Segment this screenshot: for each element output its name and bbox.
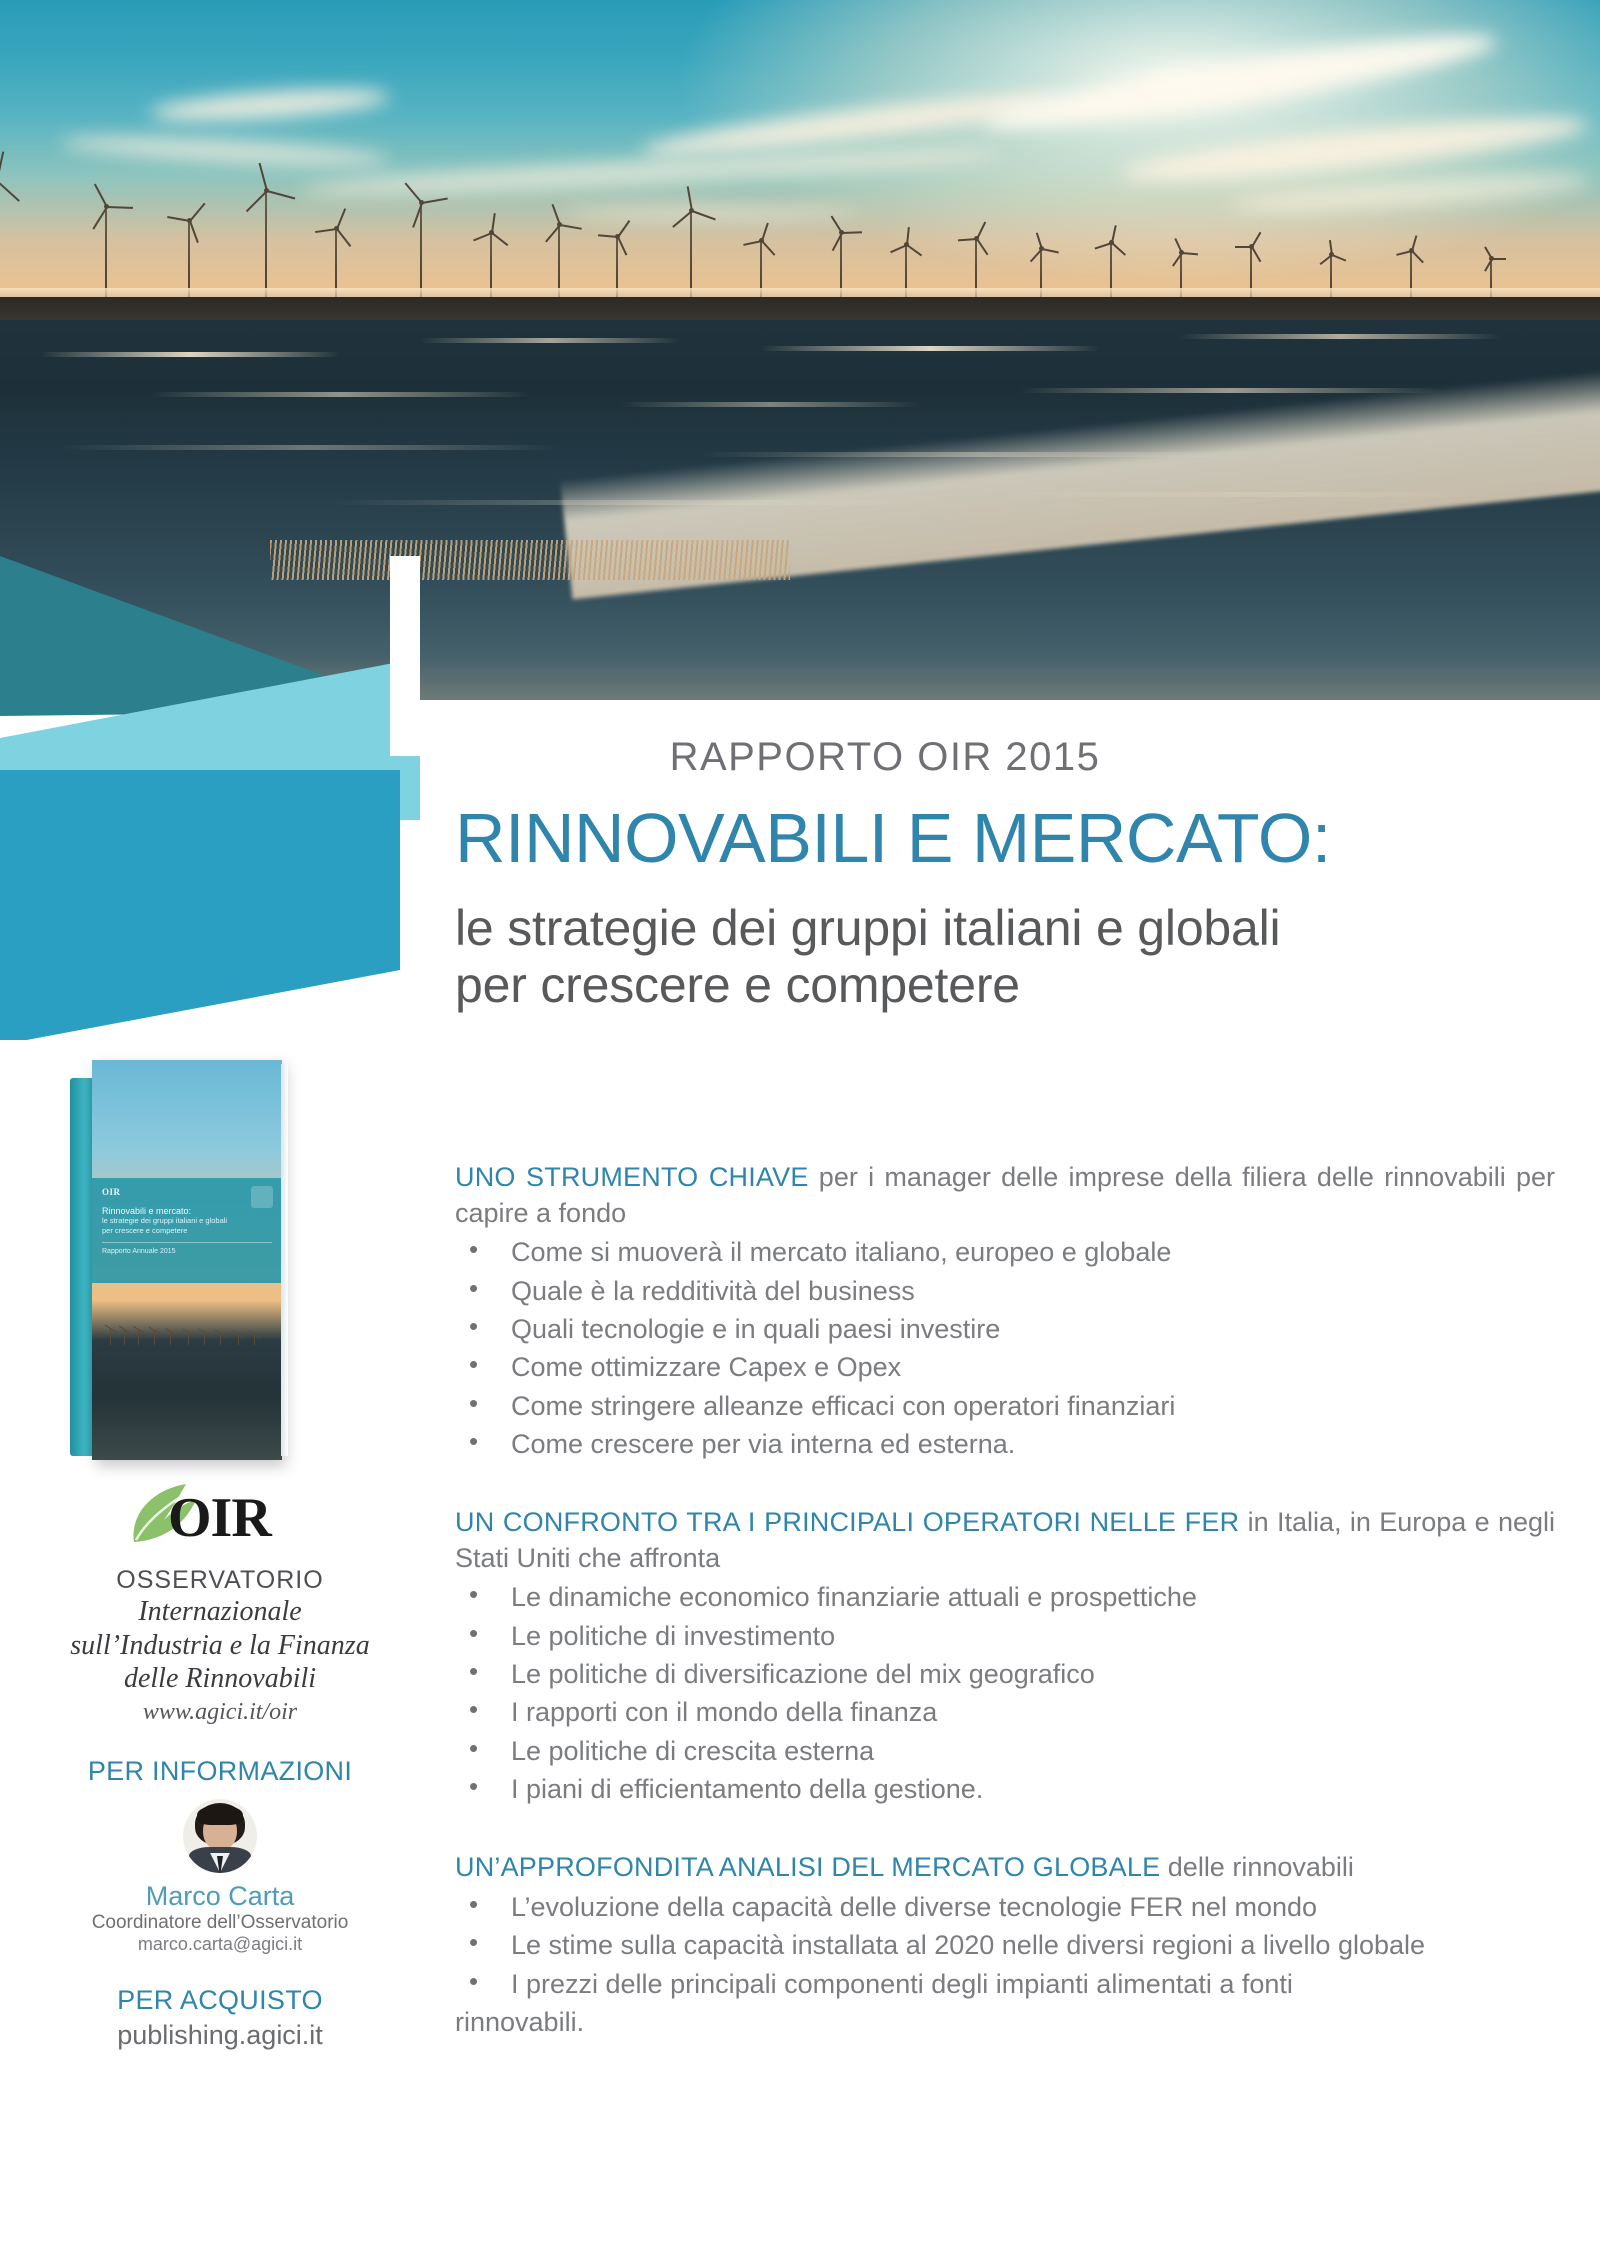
section-lead: [455, 1505, 1555, 1576]
book-cover-turbine-blade: [233, 1330, 245, 1338]
list-item: • Quale è la redditività del business: [455, 1272, 1555, 1310]
section-unapprofondita-analisi: [455, 1850, 1555, 2041]
book-emblem-icon: [251, 1186, 273, 1208]
decorative-wedge-mid-blue: [0, 770, 400, 1040]
turbine-hub: [104, 204, 109, 209]
section-bullet-list: [455, 1233, 1555, 1463]
sidebar: [0, 1040, 440, 2051]
turbine-hub: [264, 188, 269, 193]
org-label-industria-finanza: sull’Industria e la Finanza: [70, 1629, 370, 1661]
book-cover-turbine-icon: [124, 1330, 125, 1345]
book-cover-turbine-blade: [133, 1326, 145, 1334]
section-lead-text: in Italia, in Europa e negli Stati Uniti che affronta: [455, 1507, 1555, 1573]
turbine-mast: [265, 191, 267, 299]
turbine-hub: [689, 208, 694, 213]
turbine-mast: [420, 203, 422, 299]
book-page-edge: [281, 1064, 288, 1456]
turbine-hub: [904, 242, 909, 247]
book-cover-turbine-icon: [238, 1335, 239, 1345]
water-glint: [760, 346, 1100, 351]
water-glint: [1180, 334, 1500, 339]
section-lead-text: per i manager delle imprese della filiera delle rinnovabili per capire a fondo: [455, 1162, 1555, 1228]
page-subtitle-line-1: le strategie dei gruppi italiani e globali: [455, 899, 1281, 956]
book-cover-turbine-icon: [138, 1330, 139, 1345]
book-cover-turbine-blade: [249, 1331, 261, 1339]
book-logo: OIR: [102, 1187, 121, 1197]
list-item: • Quali tecnologie e in quali paesi investire: [455, 1310, 1555, 1348]
purchase-website-link[interactable]: publishing.agici.it: [117, 2019, 323, 2050]
water-glint: [40, 352, 340, 357]
list-item: • I prezzi delle principali componenti degli impianti alimentati a fonti: [455, 1965, 1555, 2003]
book-cover-mockup: [70, 1060, 370, 1460]
shore-grass: [270, 540, 790, 580]
turbine-hub: [557, 222, 562, 227]
contact-name: Marco Carta: [145, 1880, 295, 1911]
hero-photo-wind-farm: [0, 0, 1600, 700]
section-un-confronto: [455, 1505, 1555, 1808]
turbine-hub: [187, 218, 192, 223]
avatar: [183, 1799, 257, 1873]
book-cover-turbine-blade: [105, 1325, 117, 1333]
turbine-hub: [1179, 250, 1184, 255]
book-cover-turbine-blade: [165, 1327, 177, 1335]
book-cover-turbine-icon: [220, 1334, 221, 1345]
book-cover-turbine-icon: [170, 1332, 171, 1345]
section-lead: [455, 1160, 1555, 1231]
book-cover-turbine-icon: [204, 1333, 205, 1345]
book-edition: Rapporto Annuale 2015: [102, 1242, 272, 1255]
section-trailing-line: rinnovabili.: [455, 2007, 585, 2038]
turbine-hub: [1489, 256, 1494, 261]
list-item: • Come ottimizzare Capex e Opex: [455, 1348, 1555, 1386]
org-label-internazionale: Internazionale: [138, 1596, 302, 1627]
turbine-mast: [105, 207, 107, 299]
purchase-heading: PER ACQUISTO: [117, 1984, 323, 2015]
list-item: • I rapporti con il mondo della finanza: [455, 1693, 1555, 1731]
turbine-hub: [489, 230, 494, 235]
book-cover-turbine-icon: [110, 1329, 111, 1345]
book-cover-turbine-blade: [149, 1327, 161, 1335]
poster-header: [455, 735, 1555, 1014]
water-glint: [150, 392, 530, 397]
section-bullet-list: [455, 1578, 1555, 1808]
book-cover-turbine-blade: [183, 1328, 195, 1336]
book-subtitle-line-2: per crescere e competere: [102, 1225, 188, 1235]
oir-logo: [120, 1478, 320, 1556]
section-emphasis: UN’APPROFONDITA ANALISI DEL MERCATO GLOBALE: [455, 1852, 1161, 1883]
water-glint: [420, 338, 680, 343]
report-kicker: RAPPORTO OIR 2015: [669, 735, 1101, 779]
book-title: Rinnovabili e mercato:: [102, 1206, 192, 1216]
list-item: • Le politiche di diversificazione del mix geografico: [455, 1655, 1555, 1693]
list-item: • L’evoluzione della capacità delle diverse tecnologie FER nel mondo: [455, 1888, 1555, 1926]
org-label-rinnovabili: delle Rinnovabili: [123, 1663, 317, 1695]
section-lead: [455, 1850, 1555, 1886]
oir-wordmark: OIR: [168, 1487, 271, 1549]
list-item: • Come stringere alleanze efficaci con operatori finanziari: [455, 1387, 1555, 1425]
book-front-cover: [92, 1060, 282, 1460]
water-glint: [60, 445, 560, 450]
book-cover-turbine-icon: [154, 1331, 155, 1345]
section-bullet-list: [455, 1888, 1555, 2003]
water-glint: [1020, 388, 1440, 393]
list-item: • Come si muoverà il mercato italiano, europeo e globale: [455, 1233, 1555, 1271]
section-emphasis: UNO STRUMENTO CHIAVE: [455, 1162, 809, 1192]
page-subtitle: [455, 900, 1555, 1014]
org-label-osservatorio: OSSERVATORIO: [116, 1566, 324, 1594]
list-item: • Le stime sulla capacità installata al 2020 nelle diversi regioni a livello globale: [455, 1926, 1555, 1964]
contact-role: Coordinatore dell’Osservatorio: [91, 1911, 349, 1933]
turbine-hub: [839, 230, 844, 235]
list-item: • I piani di efficientamento della gestione.: [455, 1770, 1555, 1808]
page-subtitle-line-2: per crescere e competere: [455, 956, 1020, 1013]
book-cover-turbine-icon: [188, 1333, 189, 1346]
turbine-blade: [1492, 258, 1506, 260]
turbine-hub: [1409, 248, 1414, 253]
contact-email-link[interactable]: marco.carta@agici.it: [137, 1933, 303, 1954]
page-title: RINNOVABILI E MERCATO:: [455, 799, 1331, 877]
section-uno-strumento-chiave: [455, 1160, 1555, 1463]
turbine-hub: [334, 226, 339, 231]
info-heading: PER INFORMAZIONI: [87, 1755, 353, 1786]
list-item: • Le dinamiche economico finanziarie attuali e prospettiche: [455, 1578, 1555, 1616]
book-cover-turbine-icon: [254, 1335, 255, 1345]
turbine-hub: [1329, 252, 1334, 257]
turbine-hub: [419, 200, 424, 205]
water-glint: [620, 402, 920, 407]
list-item: • Come crescere per via interna ed esterna.: [455, 1425, 1555, 1463]
turbine-hub: [615, 234, 620, 239]
turbine-hub: [974, 236, 979, 241]
section-emphasis: UN CONFRONTO TRA I PRINCIPALI OPERATORI NELLE FER: [455, 1507, 1240, 1538]
org-website-link[interactable]: www.agici.it/oir: [142, 1698, 298, 1725]
poster-body: [455, 1160, 1555, 2083]
section-lead-text: delle rinnovabili: [1160, 1852, 1354, 1883]
decorative-white-notch: [390, 556, 420, 756]
turbine-hub: [759, 238, 764, 243]
book-cover-turbine-blade: [199, 1329, 211, 1337]
book-cover-turbine-blade: [215, 1330, 227, 1338]
book-cover-turbine-blade: [119, 1325, 131, 1333]
turbine-hub: [1109, 240, 1114, 245]
book-subtitle-line-1: le strategie dei gruppi italiani e globali: [102, 1216, 228, 1225]
turbine-hub: [1249, 244, 1254, 249]
turbine-hub: [1039, 246, 1044, 251]
list-item: • Le politiche di crescita esterna: [455, 1732, 1555, 1770]
avatar-fringe: [197, 1805, 243, 1825]
turbine-mast: [690, 211, 692, 299]
list-item: • Le politiche di investimento: [455, 1617, 1555, 1655]
